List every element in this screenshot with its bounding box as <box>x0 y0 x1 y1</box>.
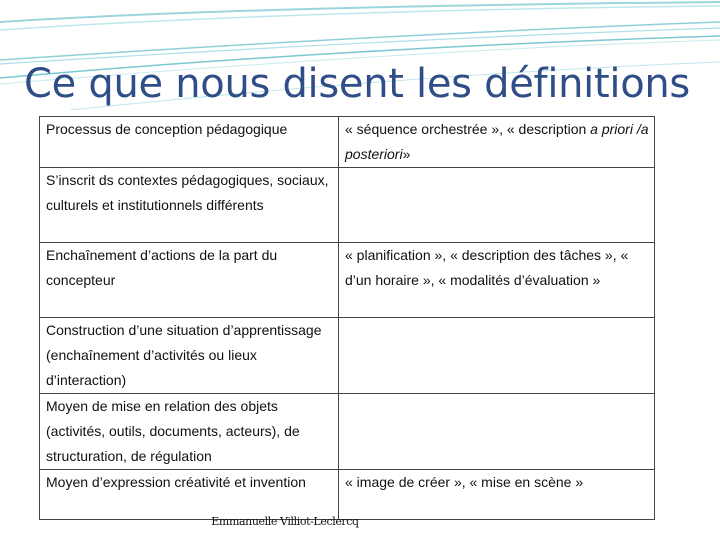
row-2-left-cell: S’inscrit ds contextes pédagogiques, sociaux, culturels et institutionnels différents <box>40 168 339 243</box>
table-row <box>40 318 655 394</box>
row-1-right-italic: a priori /a posteriori <box>345 121 649 162</box>
row-3-left-cell: Enchaînement d’actions de la part du concepteur <box>40 243 339 318</box>
table-row <box>40 168 655 243</box>
row-6-right-cell: « image de créer », « mise en scène » <box>339 470 655 520</box>
row-5-right-cell <box>339 394 655 470</box>
table-row <box>40 243 655 318</box>
row-1-right-cell <box>339 117 655 168</box>
row-4-right-cell <box>339 318 655 394</box>
row-3-right-cell: « planification », « description des tâches », « d’un horaire », « modalités d’évaluation » <box>339 243 655 318</box>
row-6-left-cell: Moyen d’expression créativité et invention <box>40 470 339 520</box>
definitions-table <box>39 116 655 520</box>
row-4-left-cell: Construction d’une situation d’apprentissage (enchaînement d’activités ou lieux d’interaction) <box>40 318 339 394</box>
row-1-left-cell: Processus de conception pédagogique <box>40 117 339 168</box>
footer-author: Emmanuelle Villiot-Leclercq <box>211 515 359 528</box>
table-row <box>40 394 655 470</box>
table-row <box>40 117 655 168</box>
row-5-left-cell: Moyen de mise en relation des objets (activités, outils, documents, acteurs), de structuration, de régulation <box>40 394 339 470</box>
slide-title: Ce que nous disent les définitions <box>24 61 690 107</box>
table-row <box>40 470 655 520</box>
row-1-right-text: « séquence orchestrée », « description <box>345 121 591 137</box>
row-1-right-tail: » <box>402 146 411 162</box>
row-2-right-cell <box>339 168 655 243</box>
